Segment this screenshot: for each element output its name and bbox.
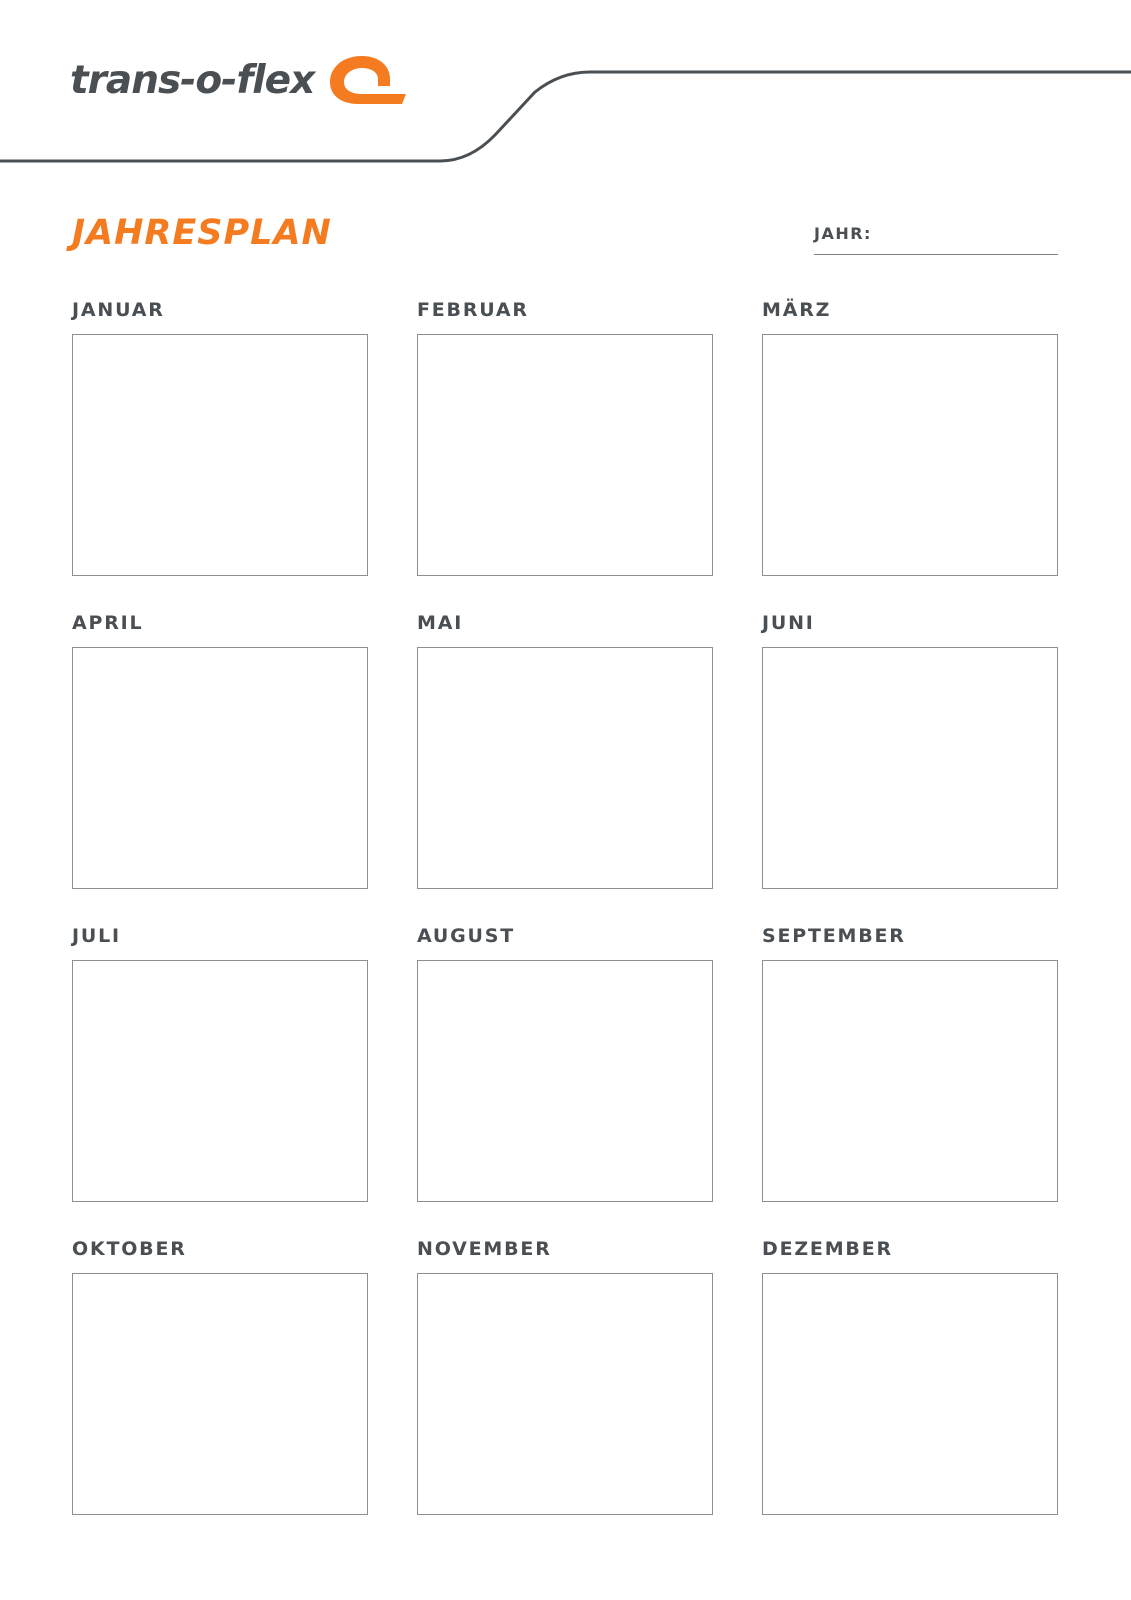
month-label: FEBRUAR	[417, 299, 529, 321]
month-notes-box[interactable]	[417, 1273, 713, 1515]
month-notes-box[interactable]	[72, 1273, 368, 1515]
month-label: DEZEMBER	[762, 1238, 893, 1260]
month-january	[72, 296, 368, 609]
month-notes-box[interactable]	[417, 960, 713, 1202]
month-label: JUNI	[762, 612, 815, 634]
month-label: OKTOBER	[72, 1238, 187, 1260]
logo-swirl-icon	[322, 52, 406, 108]
month-july	[72, 922, 368, 1235]
month-label: JULI	[72, 925, 121, 947]
month-august	[417, 922, 713, 1235]
month-notes-box[interactable]	[72, 960, 368, 1202]
month-notes-box[interactable]	[417, 647, 713, 889]
month-label: SEPTEMBER	[762, 925, 906, 947]
logo-wordmark: trans-o-flex	[70, 57, 315, 103]
month-december	[762, 1235, 1058, 1548]
page-title: JAHRESPLAN	[72, 213, 332, 253]
month-label: MÄRZ	[762, 299, 832, 321]
month-april	[72, 609, 368, 922]
month-november	[417, 1235, 713, 1548]
month-label: NOVEMBER	[417, 1238, 552, 1260]
month-label: MAI	[417, 612, 464, 634]
year-field[interactable]	[814, 224, 1058, 255]
month-notes-box[interactable]	[762, 960, 1058, 1202]
company-logo	[70, 50, 406, 110]
month-may	[417, 609, 713, 922]
month-notes-box[interactable]	[762, 647, 1058, 889]
month-label: JANUAR	[72, 299, 165, 321]
month-notes-box[interactable]	[762, 1273, 1058, 1515]
year-label: JAHR:	[814, 224, 872, 243]
month-october	[72, 1235, 368, 1548]
month-notes-box[interactable]	[762, 334, 1058, 576]
month-march	[762, 296, 1058, 609]
month-notes-box[interactable]	[417, 334, 713, 576]
month-february	[417, 296, 713, 609]
months-grid	[72, 296, 1058, 1548]
month-label: APRIL	[72, 612, 144, 634]
month-september	[762, 922, 1058, 1235]
month-notes-box[interactable]	[72, 334, 368, 576]
month-label: AUGUST	[417, 925, 516, 947]
month-notes-box[interactable]	[72, 647, 368, 889]
month-june	[762, 609, 1058, 922]
